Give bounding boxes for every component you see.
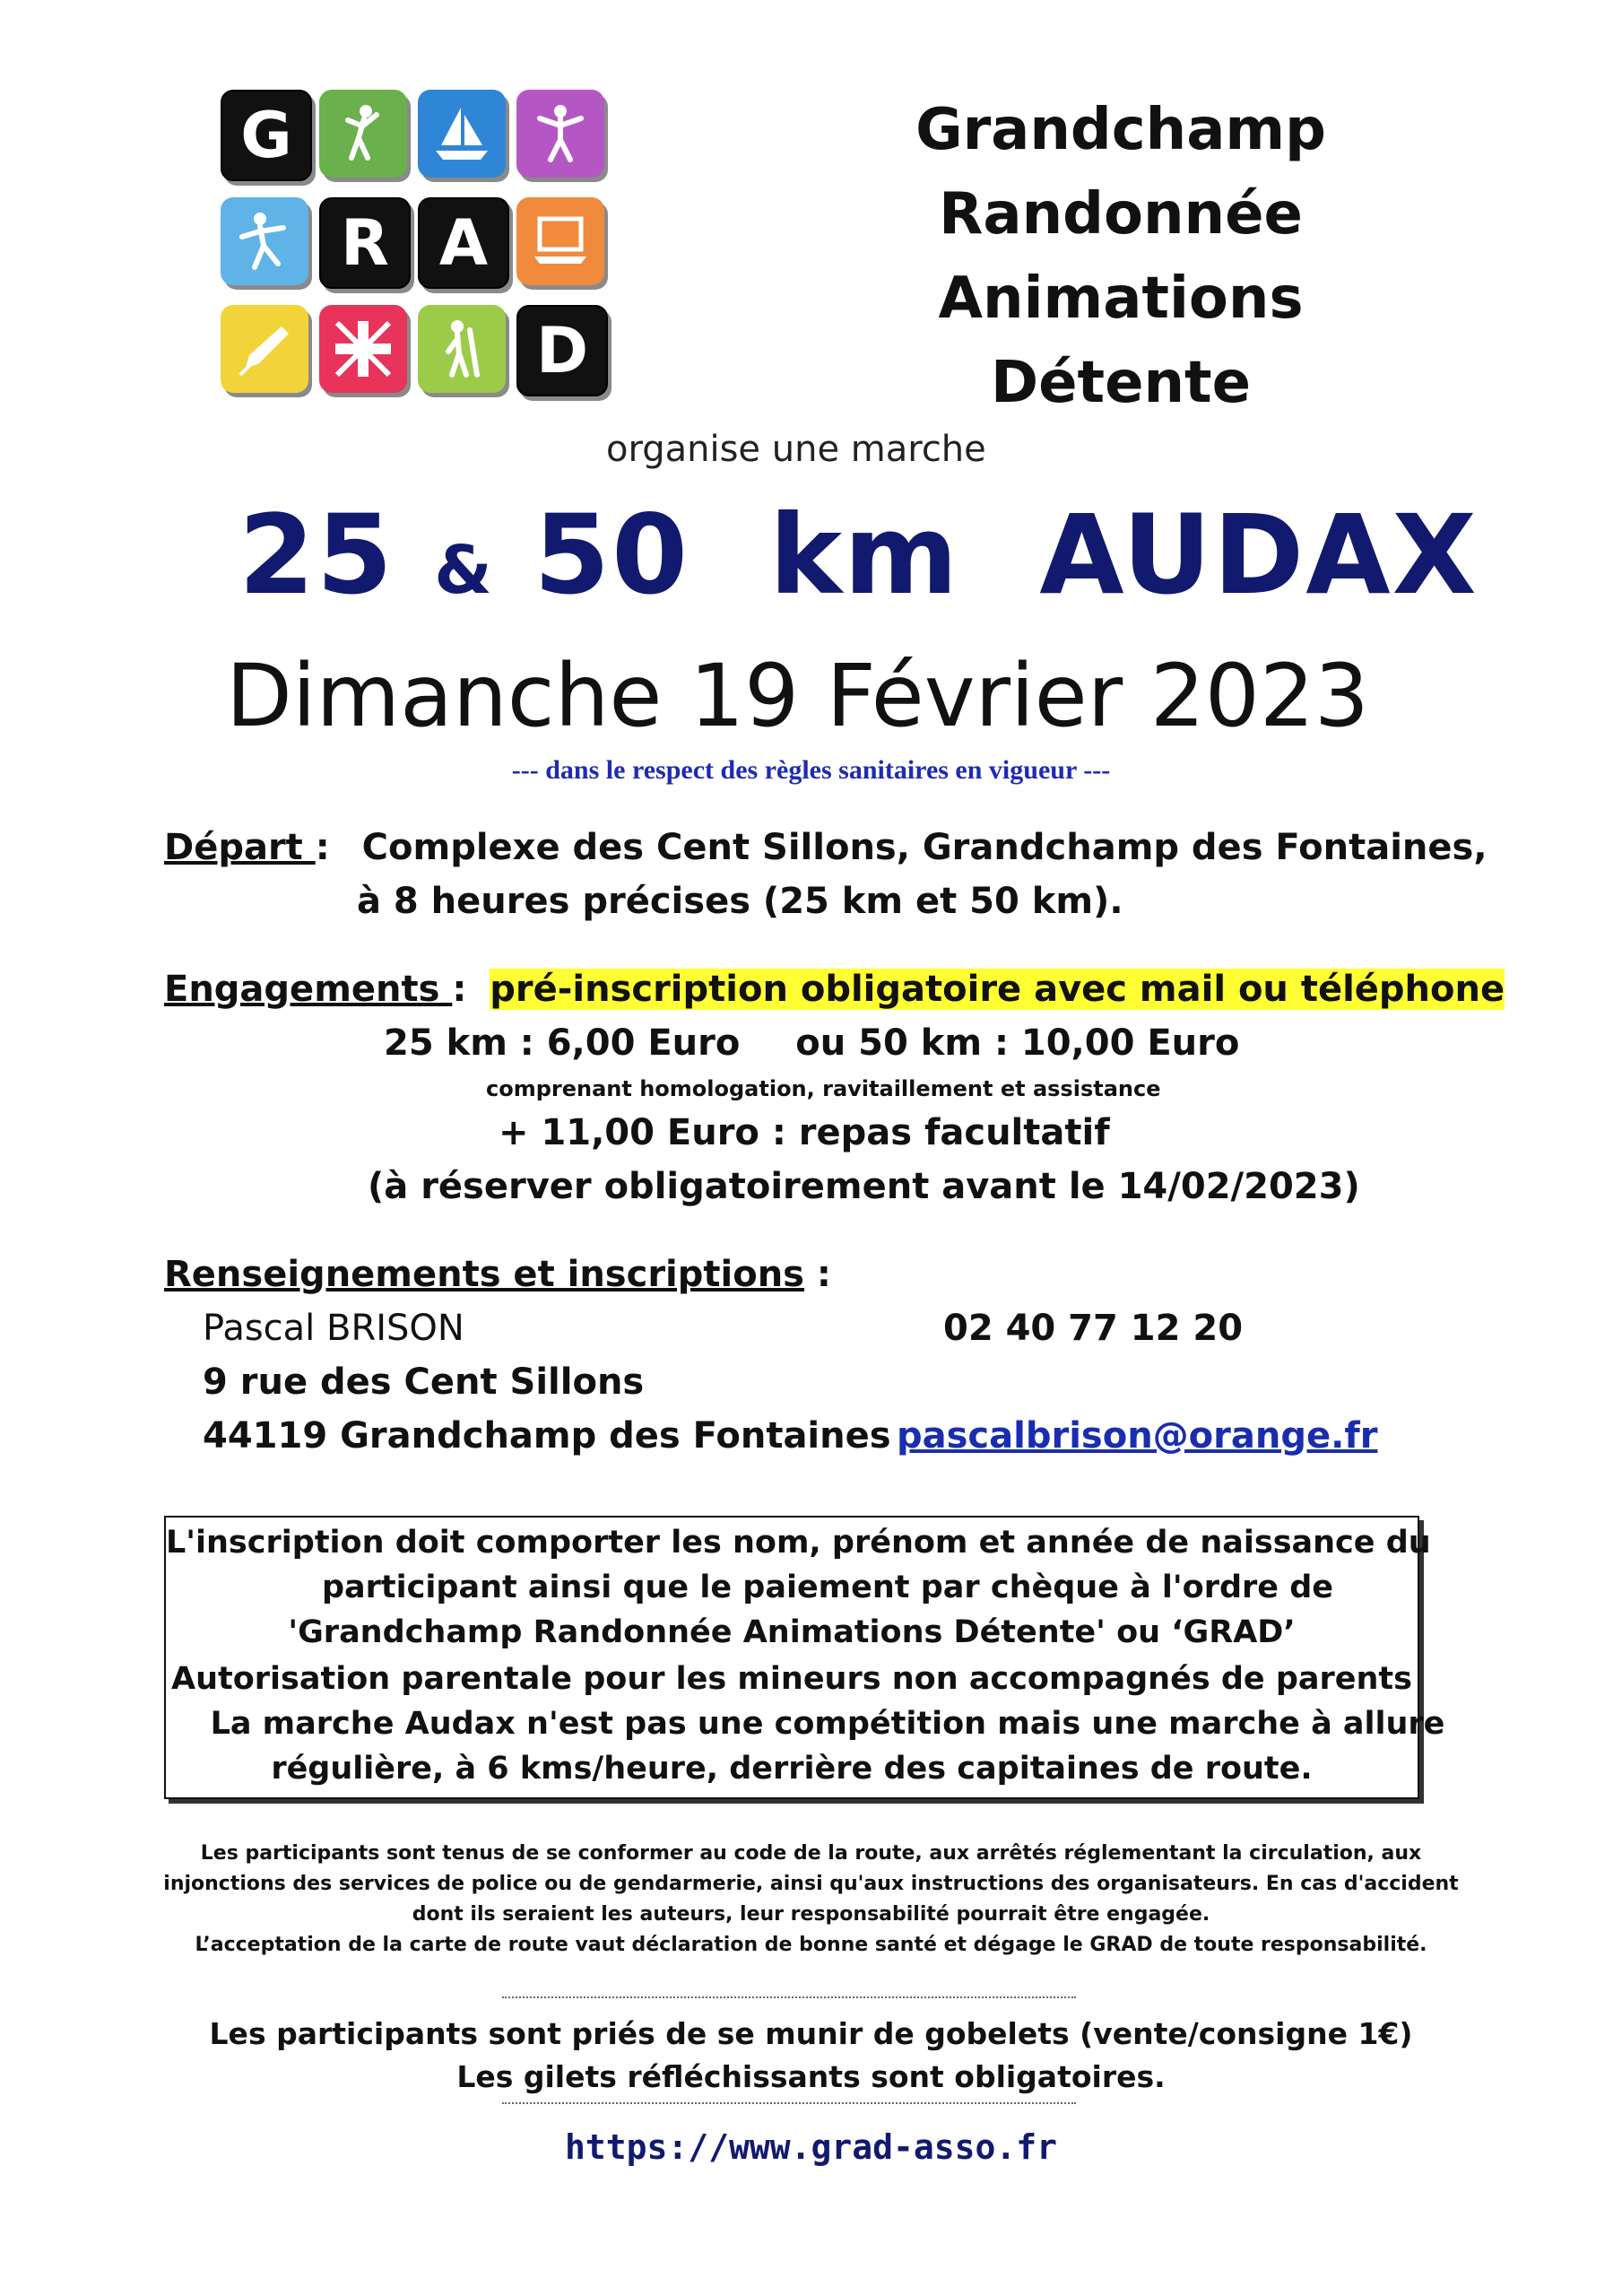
org-line-4: Détente <box>990 350 1252 416</box>
legal-line-2: injonctions des services de police ou de gendarmerie, ainsi qu'aux instructions des organisateurs. En cas d'accident <box>163 1873 1459 1895</box>
box-line-4: Autorisation parentale pour les mineurs non accompagnés de parents <box>171 1661 1412 1697</box>
event-date: Dimanche 19 Février 2023 <box>226 646 1369 746</box>
org-line-1: Grandchamp <box>915 97 1326 163</box>
divider-bottom <box>502 2102 1076 2104</box>
engagements-label: Engagements <box>164 969 453 1010</box>
divider-top <box>502 1996 1076 1998</box>
union-flag-icon <box>319 305 407 393</box>
grad-logo <box>221 90 597 422</box>
legal-line-3: dont ils seraient les auteurs, leur responsabilité pourrait être engagée. <box>412 1903 1210 1926</box>
pen-icon <box>221 305 308 393</box>
price-25km: 25 km : 6,00 Euro <box>384 1022 741 1064</box>
footer-line-1: Les participants sont priés de se munir de gobelets (vente/consigne 1€) <box>209 2016 1413 2051</box>
includes-text: comprenant homologation, ravitaillement et assistance <box>486 1076 1161 1101</box>
contact-label: Renseignements et inscriptions <box>164 1254 804 1295</box>
box-line-6: régulière, à 6 kms/heure, derrière des capitaines de route. <box>271 1751 1313 1787</box>
depart-line-1: Complexe des Cent Sillons, Grandchamp des Fontaines, <box>361 827 1488 868</box>
logo-tile-a <box>418 197 509 289</box>
website-link[interactable]: https://www.grad-asso.fr <box>564 2127 1058 2167</box>
contact-email-link[interactable]: pascalbrison@orange.fr <box>897 1415 1378 1457</box>
legal-line-4: L’acceptation de la carte de route vaut déclaration de bonne santé et dégage le GRAD de toute responsabilité. <box>195 1934 1427 1956</box>
depart-row <box>164 827 1488 868</box>
meal-price: + 11,00 Euro : repas facultatif <box>499 1112 1110 1153</box>
hiker-icon <box>418 305 506 393</box>
depart-label: Départ <box>164 827 316 868</box>
headline-50: 50 <box>533 491 690 619</box>
box-line-3: 'Grandchamp Randonnée Animations Détente' ou ‘GRAD’ <box>288 1614 1296 1650</box>
figure-icon <box>319 90 407 178</box>
org-line-3: Animations <box>938 265 1304 332</box>
engagements-colon: : <box>452 969 467 1010</box>
gymnast-icon <box>516 90 604 178</box>
logo-letter-g: G <box>240 99 292 172</box>
organise-text: organise une marche <box>606 429 986 470</box>
computer-icon <box>516 197 604 285</box>
headline-25: 25 <box>239 491 395 619</box>
logo-tile-g <box>221 90 312 181</box>
headline-audax: AUDAX <box>1039 491 1479 619</box>
reserve-deadline: (à réserver obligatoirement avant le 14/02/2023) <box>368 1166 1360 1207</box>
depart-colon: : <box>315 827 330 868</box>
logo-tile-r <box>319 197 411 289</box>
sailboat-icon <box>418 90 506 178</box>
contact-phone: 02 40 77 12 20 <box>943 1308 1244 1349</box>
logo-letter-r: R <box>341 206 389 280</box>
info-box <box>164 1516 1445 1799</box>
headline <box>239 491 1479 619</box>
headline-amp: & <box>434 532 494 609</box>
headline-km: km <box>769 491 960 619</box>
preinscription-highlight: pré-inscription obligatoire avec mail ou téléphone <box>490 969 1505 1010</box>
org-name <box>789 88 1453 425</box>
depart-line-2: à 8 heures précises (25 km et 50 km). <box>357 881 1123 922</box>
price-50km: ou 50 km : 10,00 Euro <box>795 1022 1240 1064</box>
footer-line-2: Les gilets réfléchissants sont obligatoires. <box>456 2059 1166 2094</box>
box-line-2: participant ainsi que le paiement par chèque à l'ordre de <box>322 1570 1333 1605</box>
contact-street: 9 rue des Cent Sillons <box>203 1361 645 1403</box>
price-row <box>384 1022 1239 1064</box>
legal-line-1: Les participants sont tenus de se conformer au code de la route, aux arrêtés réglementant la circulation, aux <box>200 1842 1422 1865</box>
athlete-icon <box>221 197 308 285</box>
contact-name: Pascal BRISON <box>203 1308 464 1349</box>
org-line-2: Randonnée <box>939 181 1303 248</box>
contact-heading <box>164 1254 831 1295</box>
sanitary-notice: --- dans le respect des règles sanitaires en vigueur --- <box>511 755 1111 785</box>
logo-tile-d <box>516 305 608 396</box>
contact-city: 44119 Grandchamp des Fontaines <box>203 1415 891 1457</box>
contact-colon: : <box>803 1254 831 1295</box>
logo-letter-a: A <box>438 206 489 280</box>
engagements-row <box>164 969 1505 1010</box>
box-line-5: La marche Audax n'est pas une compétition mais une marche à allure <box>210 1706 1445 1742</box>
box-line-1: L'inscription doit comporter les nom, prénom et année de naissance du <box>166 1525 1431 1561</box>
logo-letter-d: D <box>535 314 589 387</box>
